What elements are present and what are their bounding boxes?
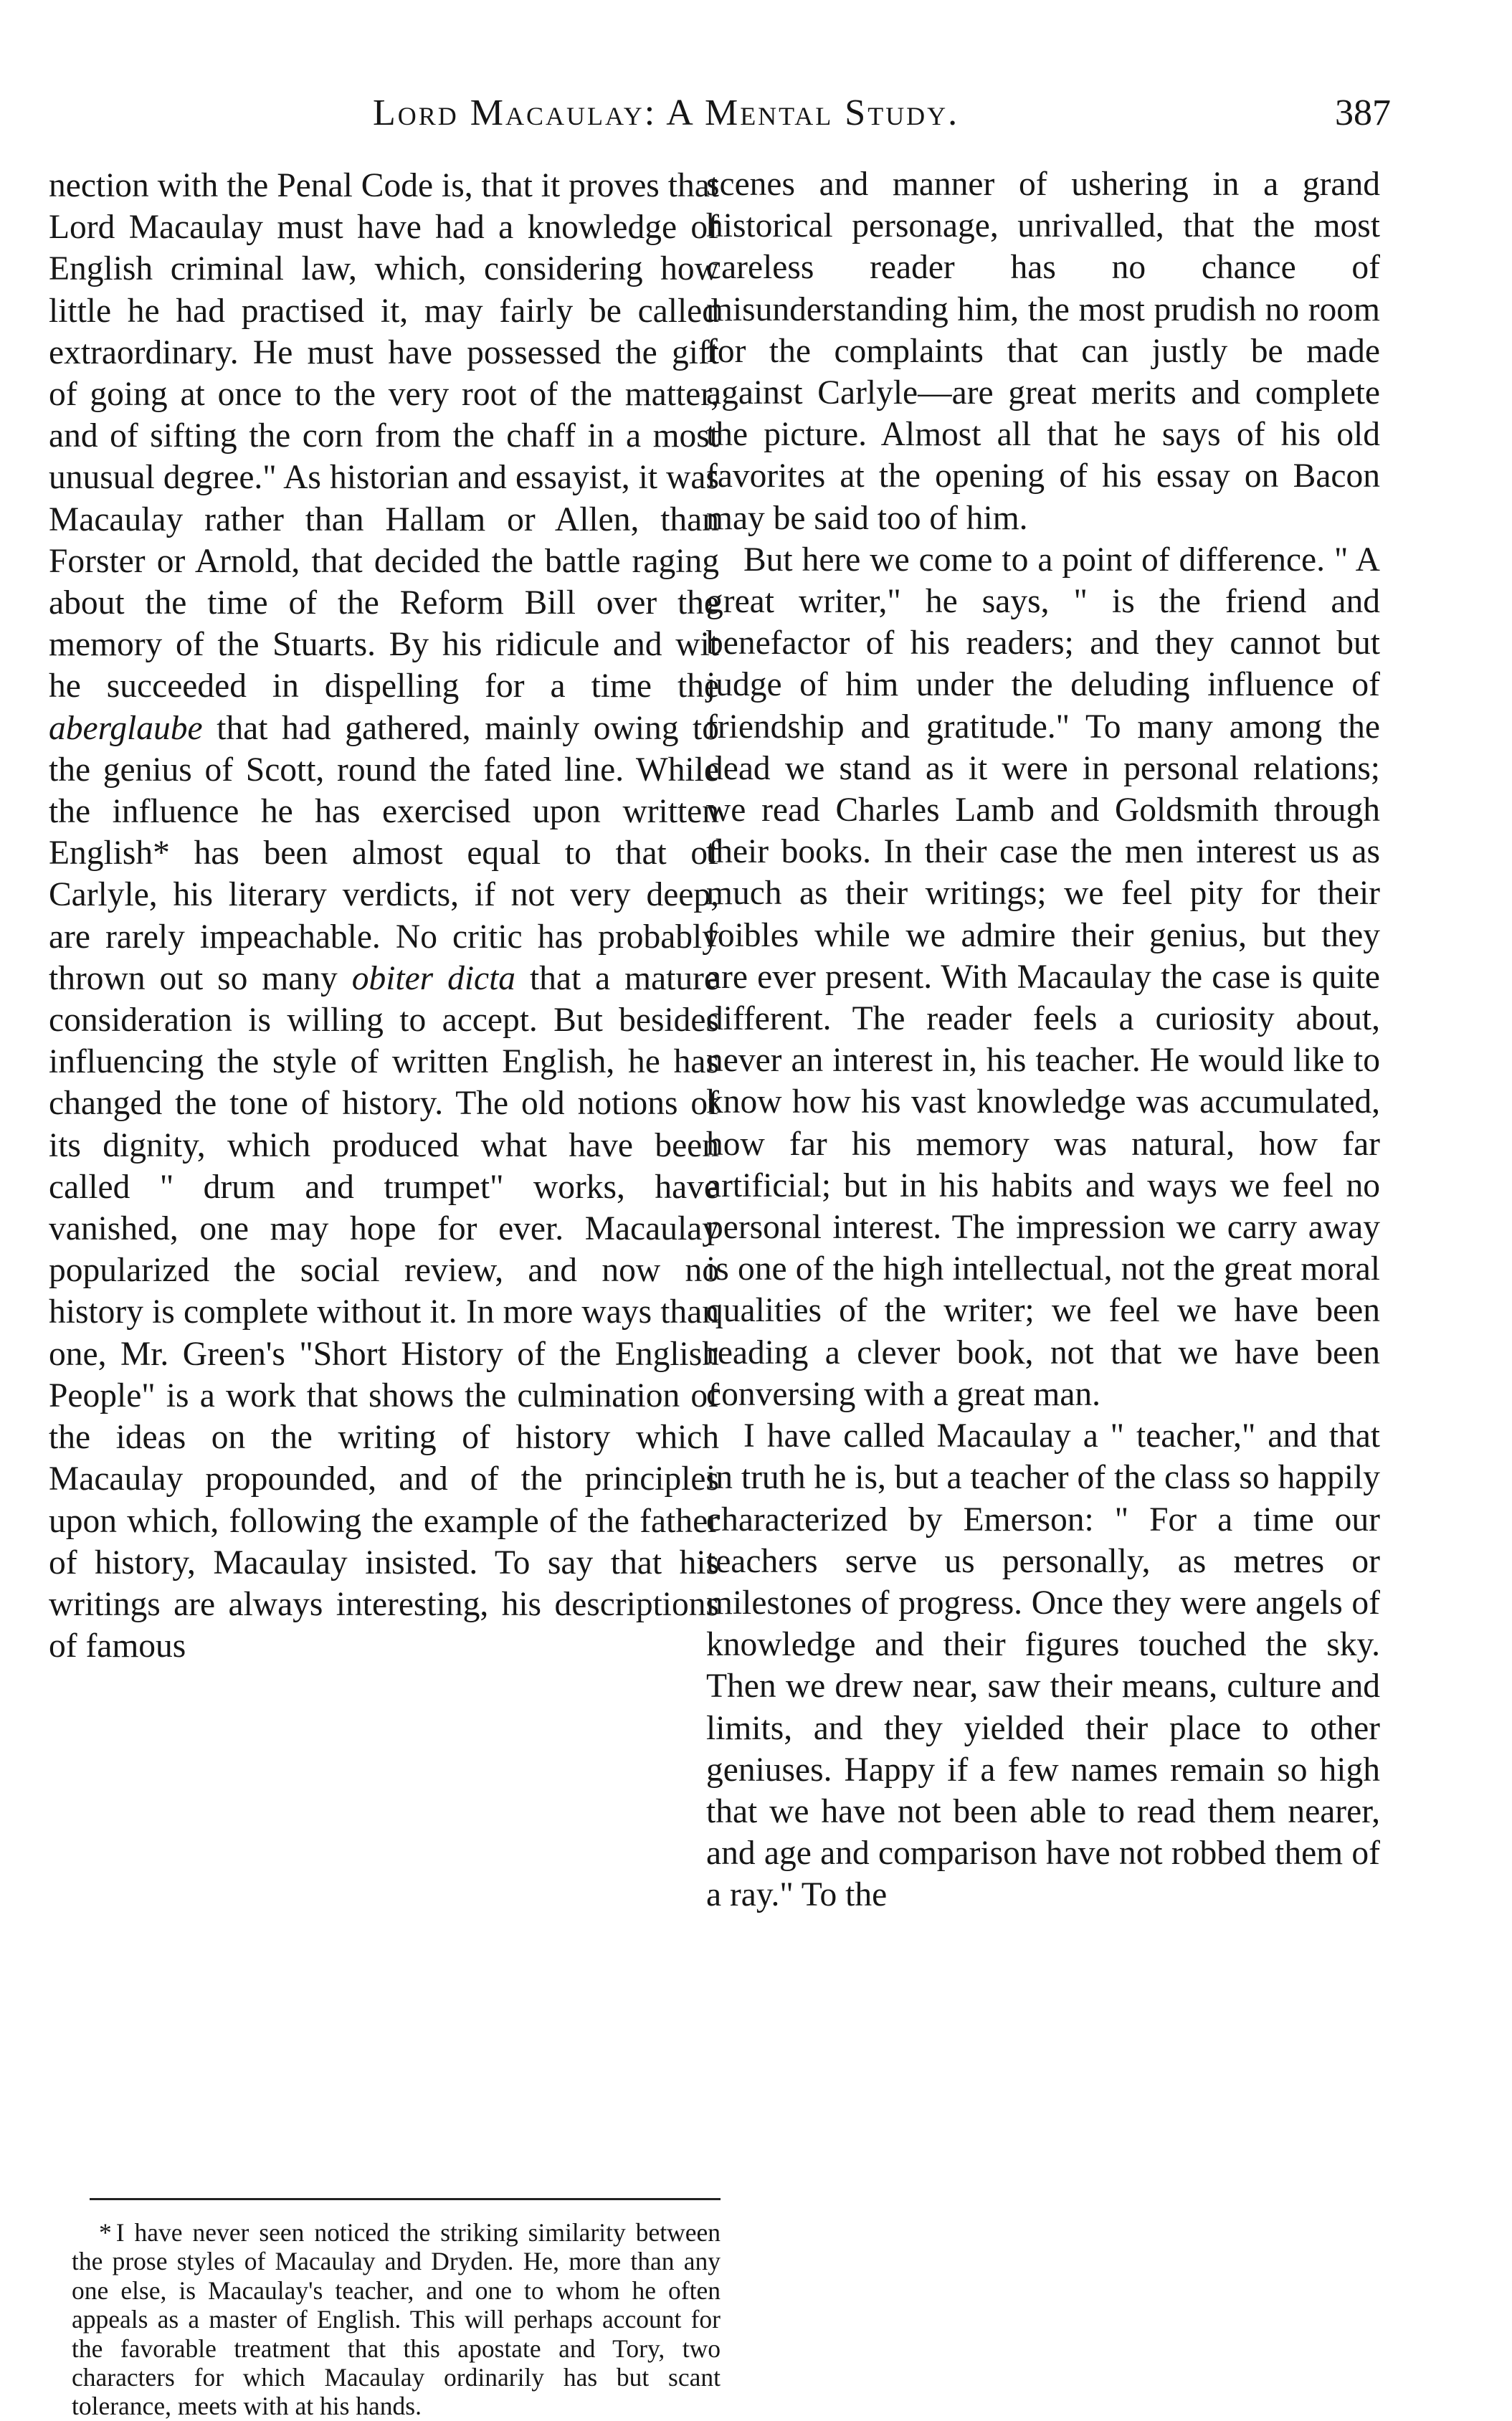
left-paragraph-1 xyxy=(49,165,719,1667)
footnote xyxy=(72,2218,721,2421)
footnote-divider xyxy=(90,2198,721,2200)
footnote-text: I have never seen noticed the striking similarity between the prose styles of Macaulay and Dryden. He, more than any one else, is Macaulay's teacher, and one to whom he often appeals as a master of English. This will perhaps account for the favorable treatment that this apostate and Tory, two characters for which Macaulay ordinarily has but scant tolerance, meets with at his hands. xyxy=(72,2218,721,2421)
left-p1-text-c: that a mature consideration is willing to accept. But besides influencing the style of written English, he has changed the tone of history. The old notions of its dignity, which produced what have been called " drum and trumpet" works, have vanished, one may hope for ever. Macaulay popularized the social review, and now no history is complete without it. In more ways than one, Mr. Green's "Short History of the English People" is a work that shows the culmination of the ideas on the writing of history which Macaulay propounded, and of the principles upon which, following the example of the father of history, Macaulay insisted. To say that his writings are always interesting, his descriptions of famous xyxy=(49,959,720,1665)
page-number: 387 xyxy=(1335,92,1391,133)
right-paragraph-3: I have called Macaulay a " teacher," and that in truth he is, but a teacher of the class so happily characterized by Emerson: " For a time our teachers serve us personally, as metres or milestones of progress. Once they were angels of knowledge and their figures touched the sky. Then we drew near, saw their means, culture and limits, and they yielded their place to other geniuses. Happy if a few names remain so high that we have not been able to read them nearer, and age and comparison have not robbed them of a ray." To the xyxy=(706,1417,1380,1914)
footnote-marker: * xyxy=(99,2218,112,2247)
running-title: Lord Macaulay: A Mental Study. xyxy=(373,92,960,133)
right-paragraph-2: But here we come to a point of difference. " A great writer," he says, " is the friend and benefactor of his readers; and they cannot but judge of him under the deluding influence of friendship and gratitude." To many among the dead we stand as it were in personal relations; we read Charles Lamb and Goldsmith through their books. In their case the men interest us as much as their writings; we feel pity for their foibles while we admire their genius, but they are ever present. With Macaulay the case is quite different. The reader feels a curiosity about, never an interest in, his teacher. He would like to know how his vast knowledge was accumulated, how far his memory was natural, how far artificial; but in his habits and ways we feel no personal interest. The impression we carry away is one of the high intellectual, not the great moral qualities of the writer; we feel we have been reading a clever book, not that we have been conversing with a great man. xyxy=(706,541,1380,1413)
left-p1-text-a: nection with the Penal Code is, that it proves that Lord Macaulay must have had a knowledge of English criminal law, which, considering how little he had practised it, may fairly be called extraordinary. He must have possessed the gift of going at once to the very root of the matter, and of sifting the corn from the chaff in a most unusual degree." As historian and essayist, it was Macaulay rather than Hallam or Allen, than Forster or Arnold, that decided the battle raging about the time of the Reform Bill over the memory of the Stuarts. By his ridicule and wit he succeeded in dispelling for a time the xyxy=(49,167,719,705)
italic-obiter-dicta: obiter dicta xyxy=(351,959,516,997)
left-column xyxy=(49,165,719,1667)
right-column xyxy=(706,163,1380,1916)
right-paragraph-1: scenes and manner of ushering in a grand historical personage, unrivalled, that the most careless reader has no chance of misunderstanding him, the most prudish no room for the complaints that can justly be made against Carlyle—are great merits and complete the picture. Almost all that he says of his old favorites at the opening of his essay on Bacon may be said too of him. xyxy=(706,166,1380,537)
left-p1-text-b: that had gathered, mainly owing to the genius of Scott, round the fated line. While the influence he has exercised upon written English* has been almost equal to that of Carlyle, his literary verdicts, if not very deep, are rarely impeachable. No critic has probably thrown out so many xyxy=(49,709,720,997)
running-header xyxy=(0,85,1512,142)
italic-aberglaube: aberglaube xyxy=(49,709,203,747)
